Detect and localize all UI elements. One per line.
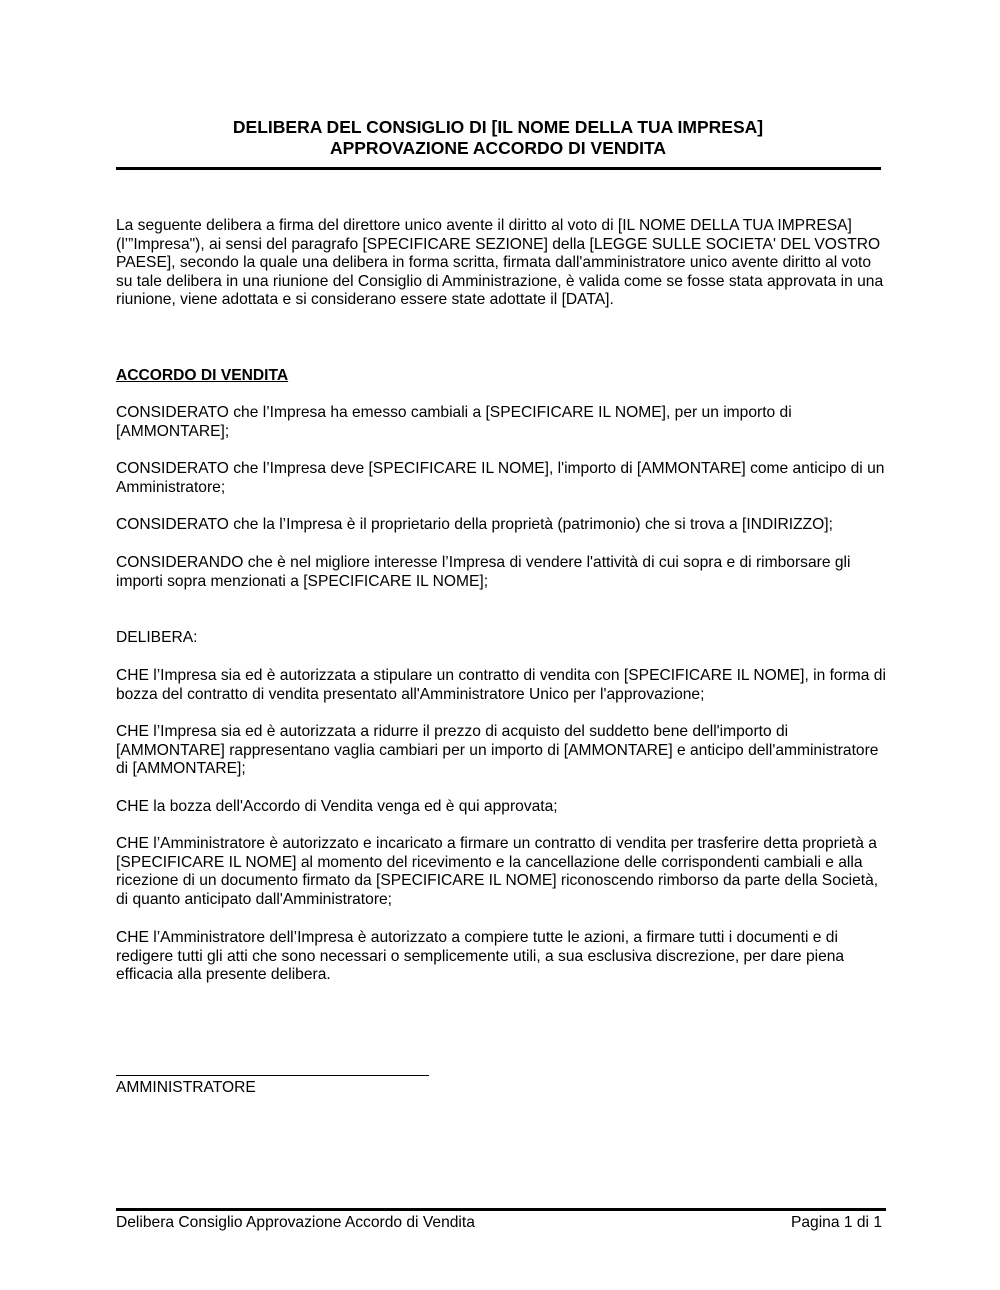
resolution-paragraph: CHE l’Impresa sia ed è autorizzata a stipulare un contratto di vendita con [SPECIFICARE IL NOME], in forma di bozza del contratto di vendita presentato all'Amministratore Unico per l'approvazione; [116, 667, 886, 703]
recital-paragraph: CONSIDERANDO che è nel migliore interesse l’Impresa di vendere l'attività di cui sopra e di rimborsare gli importi sopra menzionati a [SPECIFICARE IL NOME]; [116, 554, 851, 590]
section-heading: ACCORDO DI VENDITA [116, 367, 289, 384]
resolution-heading: DELIBERA: [116, 629, 198, 646]
intro-paragraph: La seguente delibera a firma del direttore unico avente il diritto al voto di [IL NOME DELLA TUA IMPRESA] (l’”Impresa"), ai sensi del paragrafo [SPECIFICARE SEZIONE] della [LEGGE SULLE SOCIETA' DEL VOSTRO PAESE], secondo la quale una delibera in forma scritta, firmata dall'amministratore unico avente diritto al voto su tale delibera in una riunione del Consiglio di Amministrazione, è valida come se fosse stata approvata in una riunione, viene adottata e si considerano essere state adottate il [DATA]. [116, 217, 884, 309]
footer-document-title: Delibera Consiglio Approvazione Accordo di Vendita [116, 1214, 475, 1231]
recital-paragraph: CONSIDERATO che la l’Impresa è il proprietario della proprietà (patrimonio) che si trova a [INDIRIZZO]; [116, 516, 833, 533]
resolution-paragraph: CHE la bozza dell'Accordo di Vendita venga ed è qui approvata; [116, 798, 558, 815]
resolution-paragraph: CHE l’Amministratore dell’Impresa è autorizzato a compiere tutte le azioni, a firmare tutti i documenti e di redigere tutti gli atti che sono necessari o semplicemente utili, a sua esclusiva discrezione, per dare piena efficacia alla presente delibera. [116, 929, 845, 984]
signature-label: AMMINISTRATORE [116, 1079, 256, 1096]
footer-page-number: Pagina 1 di 1 [790, 1214, 882, 1231]
title-divider [116, 167, 881, 170]
signature-line [116, 1075, 429, 1076]
title-line-1: DELIBERA DEL CONSIGLIO DI [IL NOME DELLA TUA IMPRESA] [232, 117, 764, 137]
resolution-paragraph: CHE l’Impresa sia ed è autorizzata a ridurre il prezzo di acquisto del suddetto bene dell'importo di [AMMONTARE] rappresentano vaglia cambiari per un importo di [AMMONTARE] e anticipo dell'amministratore di [AMMONTARE]; [116, 723, 879, 778]
document-title [116, 117, 880, 159]
title-line-2: APPROVAZIONE ACCORDO DI VENDITA [329, 138, 667, 158]
recital-paragraph: CONSIDERATO che l’Impresa deve [SPECIFICARE IL NOME], l'importo di [AMMONTARE] come anticipo di un Amministratore; [116, 460, 885, 496]
recital-paragraph: CONSIDERATO che l’Impresa ha emesso cambiali a [SPECIFICARE IL NOME], per un importo di [AMMONTARE]; [116, 404, 792, 440]
resolution-paragraph: CHE l’Amministratore è autorizzato e incaricato a firmare un contratto di vendita per trasferire detta proprietà a [SPECIFICARE IL NOME] al momento del ricevimento e la cancellazione delle corrispondenti cambiali e alla ricezione di un documento firmato da [SPECIFICARE IL NOME] riconoscendo rimborso da parte della Società, di quanto anticipato dall'Amministratore; [116, 835, 879, 908]
footer-divider [116, 1208, 886, 1211]
